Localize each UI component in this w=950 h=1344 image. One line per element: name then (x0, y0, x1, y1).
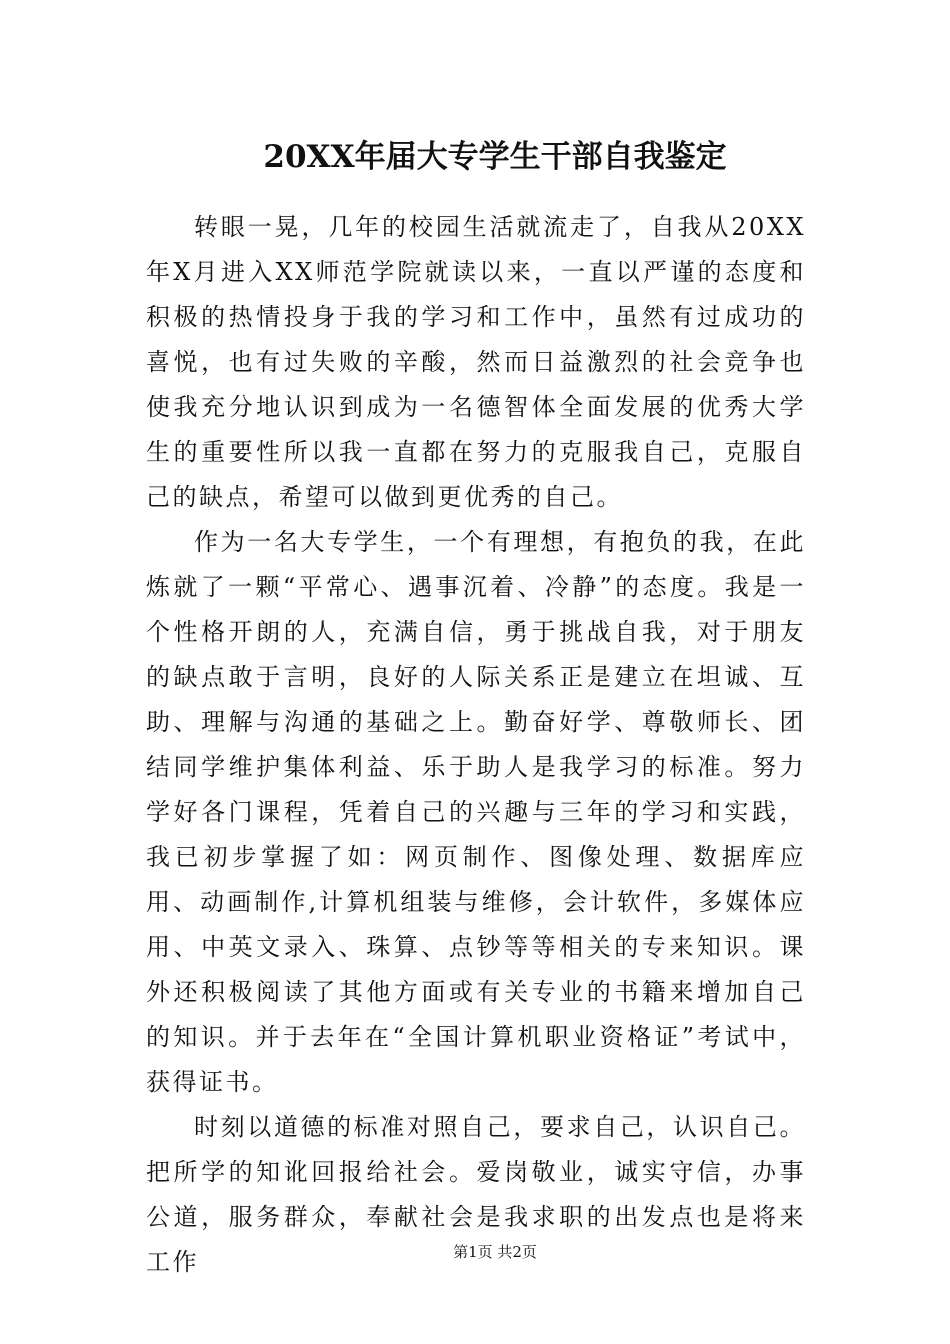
page-title: 20XX年届大专学生干部自我鉴定 (263, 139, 727, 175)
page-footer: 第1页 共2页 (453, 1243, 537, 1261)
paragraph-3: 时刻以道德的标准对照自己，要求自己，认识自己。把所学的知讹回报给社会。爱岗敬业，诚实守信，办事公道，服务群众，奉献社会是我求职的出发点也是将来工作 (146, 1113, 806, 1276)
paragraph-1: 转眼一晃，几年的校园生活就流走了，自我从20XX年X月进入XX师范学院就读以来，一直以严谨的态度和积极的热情投身于我的学习和工作中，虽然有过成功的喜悦，也有过失败的辛酸，然而日益激烈的社会竞争也使我充分地认识到成为一名德智体全面发展的优秀大学生的重要性所以我一直都在努力的克服我自己，克服自己的缺点，希望可以做到更优秀的自己。 (146, 213, 806, 511)
paragraph-2: 作为一名大专学生，一个有理想，有抱负的我，在此炼就了一颗“平常心、遇事沉着、冷静”的态度。我是一个性格开朗的人，充满自信，勇于挑战自我，对于朋友的缺点敢于言明，良好的人际关系正是建立在坦诚、互助、理解与沟通的基础之上。勤奋好学、尊敬师长、团结同学维护集体利益、乐于助人是我学习的标准。努力学好各门课程，凭着自己的兴趣与三年的学习和实践，我已初步掌握了如：网页制作、图像处理、数据库应用、动画制作,计算机组装与维修，会计软件，多媒体应用、中英文录入、珠算、点钞等等相关的专来知识。课外还积极阅读了其他方面或有关专业的书籍来增加自己的知识。并于去年在“全国计算机职业资格证”考试中，获得证书。 (146, 528, 806, 1096)
document-body (146, 205, 806, 1285)
